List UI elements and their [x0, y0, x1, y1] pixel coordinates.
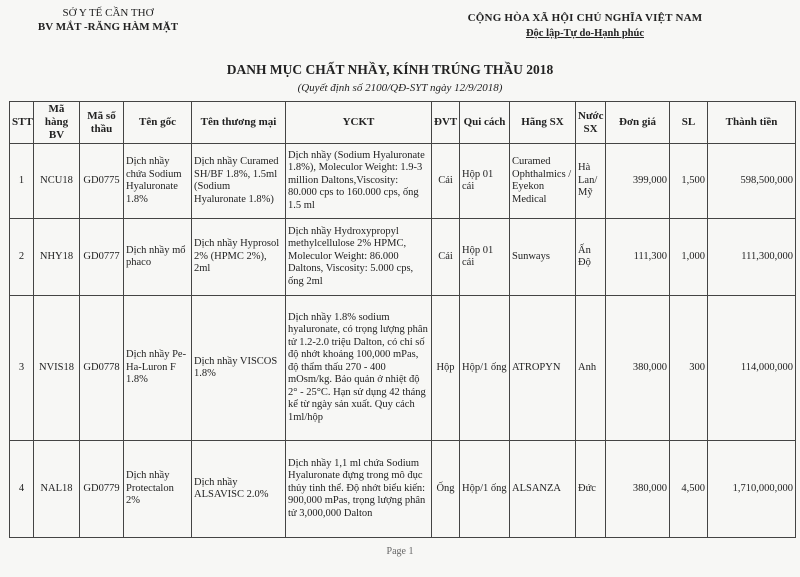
cell-stt: 3: [10, 296, 34, 441]
issuer-hospital: BV MẮT -RĂNG HÀM MẶT: [37, 21, 179, 33]
cell-ma-so: GD0779: [80, 441, 124, 538]
cell-nuoc-sx: Ấn Độ: [576, 219, 606, 296]
col-header-thanh-tien: Thành tiền: [708, 102, 796, 144]
col-header-ten-goc: Tên gốc: [124, 102, 192, 144]
cell-don-gia: 380,000: [606, 296, 670, 441]
cell-qui-cach: Hộp 01 cái: [460, 144, 510, 219]
cell-sl: 1,000: [670, 219, 708, 296]
motto: Độc lập-Tự do-Hạnh phúc: [525, 28, 645, 39]
cell-hang-sx: Curamed Ophthalmics / Eyekon Medical: [510, 144, 576, 219]
cell-ma-so: GD0777: [80, 219, 124, 296]
cell-sl: 1,500: [670, 144, 708, 219]
cell-stt: 2: [10, 219, 34, 296]
cell-ma-hang: NAL18: [34, 441, 80, 538]
cell-nuoc-sx: Hà Lan/ Mỹ: [576, 144, 606, 219]
cell-ten-thuong-mai: Dịch nhầy Curamed SH/BF 1.8%, 1.5ml (Sodium Hyaluronate 1.8%): [192, 144, 286, 219]
document-title: DANH MỤC CHẤT NHẦY, KÍNH TRÚNG THẦU 2018: [226, 62, 554, 77]
cell-ten-goc: Dịch nhầy Protectalon 2%: [124, 441, 192, 538]
cell-don-gia: 111,300: [606, 219, 670, 296]
cell-yckt: Dịch nhầy (Sodium Hyaluronate 1.8%), Moleculor Weight: 1.9-3 million Daltons,Viscosity: 80.000 cps to 160.000 cps, ống 1.5 ml: [286, 144, 432, 219]
cell-ten-thuong-mai: Dịch nhầy Hyprosol 2% (HPMC 2%), 2ml: [192, 219, 286, 296]
cell-hang-sx: Sunways: [510, 219, 576, 296]
table-header-row: [10, 102, 796, 144]
cell-qui-cach: Hộp/1 ống: [460, 296, 510, 441]
cell-ma-hang: NVIS18: [34, 296, 80, 441]
cell-ten-goc: Dịch nhầy mổ phaco: [124, 219, 192, 296]
cell-don-gia: 380,000: [606, 441, 670, 538]
cell-dvt: Ống: [432, 441, 460, 538]
country-name: CỘNG HÒA XÃ HỘI CHỦ NGHĨA VIỆT NAM: [467, 12, 703, 24]
cell-don-gia: 399,000: [606, 144, 670, 219]
issuer-department: SỞ Y TẾ CẦN THƠ: [62, 7, 154, 19]
cell-dvt: Cái: [432, 219, 460, 296]
col-header-ma-hang: Mã hàng BV: [34, 102, 80, 144]
cell-hang-sx: ATROPYN: [510, 296, 576, 441]
col-header-don-gia: Đơn giá: [606, 102, 670, 144]
document-subtitle: (Quyết định số 2100/QĐ-SYT ngày 12/9/2018): [297, 82, 503, 94]
cell-ma-so: GD0775: [80, 144, 124, 219]
cell-ma-hang: NCU18: [34, 144, 80, 219]
col-header-ten-thuong-mai: Tên thương mại: [192, 102, 286, 144]
col-header-stt: STT: [10, 102, 34, 144]
cell-yckt: Dịch nhầy Hydroxypropyl methylcellulose 2% HPMC, Moleculor Weight: 86.000 Daltons, Viscosity: 5.000 cps, ống 2ml: [286, 219, 432, 296]
cell-dvt: Hộp: [432, 296, 460, 441]
cell-yckt: Dịch nhầy 1,1 ml chứa Sodium Hyaluronate đựng trong mô đục thủy tinh thể. Độ nhớt biểu kiến: 900,000 mPas, trọng lượng phân tử 3,000,000 Dalton: [286, 441, 432, 538]
col-header-qui-cach: Qui cách: [460, 102, 510, 144]
cell-ten-goc: Dịch nhầy chứa Sodium Hyaluronate 1.8%: [124, 144, 192, 219]
cell-ten-thuong-mai: Dịch nhầy VISCOS 1.8%: [192, 296, 286, 441]
cell-sl: 4,500: [670, 441, 708, 538]
cell-sl: 300: [670, 296, 708, 441]
col-header-nuoc-sx: Nước SX: [576, 102, 606, 144]
table-row: [10, 144, 796, 219]
cell-yckt: Dịch nhầy 1.8% sodium hyaluronate, có trọng lượng phân tử 1.2-2.0 triệu Dalton, có chỉ số độ nhớt khoảng 100,000 mPas, độ thẩm thấu 270 - 400 mOsm/kg. Bảo quản ở nhiệt độ 2° - 25°C. Hạn sử dụng 42 tháng kể từ ngày sản xuất. Quy cách 1ml/hộp: [286, 296, 432, 441]
cell-hang-sx: ALSANZA: [510, 441, 576, 538]
col-header-yckt: YCKT: [286, 102, 432, 144]
issuer-block: [8, 6, 208, 34]
cell-thanh-tien: 598,500,000: [708, 144, 796, 219]
page-number: Page 1: [386, 546, 414, 557]
cell-thanh-tien: 1,710,000,000: [708, 441, 796, 538]
cell-thanh-tien: 111,300,000: [708, 219, 796, 296]
col-header-sl: SL: [670, 102, 708, 144]
national-motto-block: [430, 10, 740, 42]
col-header-ma-so: Mã số thầu: [80, 102, 124, 144]
cell-nuoc-sx: Đức: [576, 441, 606, 538]
table-row: [10, 296, 796, 441]
cell-qui-cach: Hộp/1 ống: [460, 441, 510, 538]
winning-bid-table: [9, 101, 796, 538]
cell-ma-hang: NHY18: [34, 219, 80, 296]
cell-thanh-tien: 114,000,000: [708, 296, 796, 441]
cell-dvt: Cái: [432, 144, 460, 219]
table-row: [10, 441, 796, 538]
cell-ma-so: GD0778: [80, 296, 124, 441]
table-row: [10, 219, 796, 296]
col-header-dvt: ĐVT: [432, 102, 460, 144]
cell-ten-thuong-mai: Dịch nhầy ALSAVISC 2.0%: [192, 441, 286, 538]
col-header-hang-sx: Hãng SX: [510, 102, 576, 144]
cell-qui-cach: Hộp 01 cái: [460, 219, 510, 296]
cell-nuoc-sx: Anh: [576, 296, 606, 441]
cell-ten-goc: Dịch nhầy Pe-Ha-Luron F 1.8%: [124, 296, 192, 441]
cell-stt: 1: [10, 144, 34, 219]
cell-stt: 4: [10, 441, 34, 538]
